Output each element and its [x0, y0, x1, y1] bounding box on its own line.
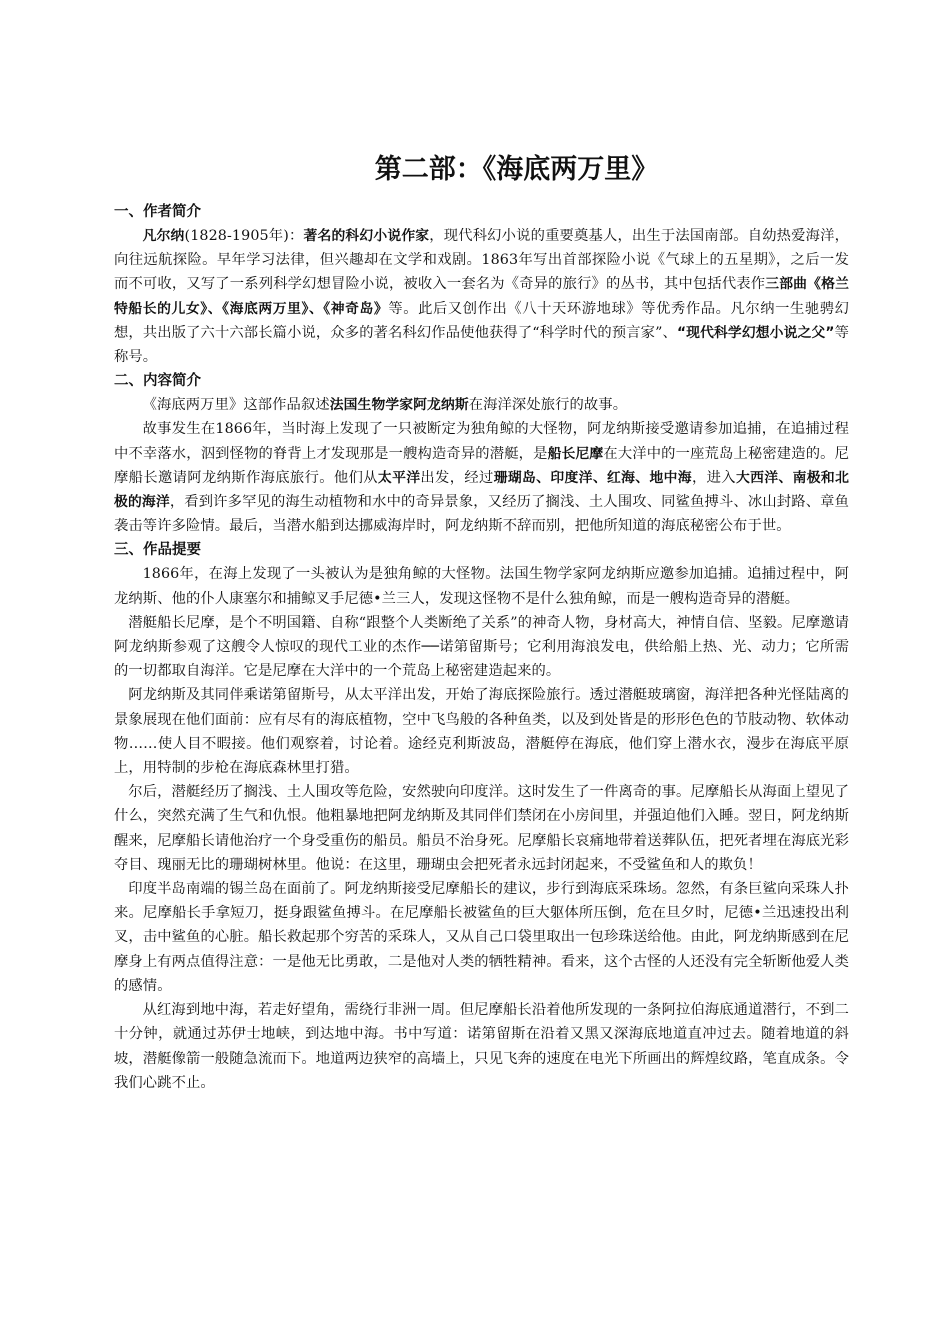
section-heading-author: 一、作者简介 — [114, 204, 201, 220]
section-heading-synopsis: 三、作品提要 — [114, 542, 201, 559]
route-oceans: 大西洋、南极和北极的海洋 — [114, 469, 849, 511]
summary-story-3: 出发，经过 — [420, 469, 494, 486]
author-title: 著名的科幻小说作家 — [303, 228, 430, 244]
synopsis-paragraph: 阿龙纳斯及其同伴乘诺第留斯号，从太平洋出发，开始了海底探险旅行。透过潜艇玻璃窗，海洋把各种光怪陆离的景象展现在他们面前：应有尽有的海底植物，空中飞鸟般的各种鱼类，以及到处皆是的形形色色的节肢动物、软体动物……使人目不暇接。他们观察着，讨论着。途经克利斯波岛，潜艇停在海底，他们穿上潜水衣，漫步在海底平原上，用特制的步枪在海底森林里打猎。 — [114, 687, 849, 777]
author-honor: “现代科学幻想小说之父” — [676, 324, 835, 341]
summary-paragraph-1 — [114, 393, 849, 417]
captain-nemo: 船长尼摩 — [547, 445, 604, 462]
document-page — [114, 150, 849, 1095]
summary-story-4: ，进入 — [691, 469, 736, 486]
summary-text-2: 在海洋深处旅行的故事。 — [468, 397, 628, 414]
author-text-2: 等。此后又创作出《八十天环游地球》等优秀作品。凡尔纳一生驰骋幻想，共出版了六十六部长篇小说，众多的著名科幻作品使他获得了“科学时代的预言家”、 — [114, 300, 849, 341]
summary-paragraph-2 — [114, 417, 849, 538]
synopsis-paragraph: 尔后，潜艇经历了搁浅、土人围攻等危险，安然驶向印度洋。这时发生了一件离奇的事。尼摩船长从海面上望见了什么，突然充满了生气和仇恨。他粗暴地把阿龙纳斯及其同伴们禁闭在小房间里，并强迫他们入睡。翌日，阿龙纳斯醒来，尼摩船长请他治疗一个身受重伤的船员。船员不治身死。尼摩船长哀痛地带着送葬队伍，把死者埋在海底光彩夺目、瑰丽无比的珊瑚树林里。他说：在这里，珊瑚虫会把死者永远封闭起来，不受鲨鱼和人的欺负！ — [114, 784, 849, 873]
summary-protagonist: 法国生物学家阿龙纳斯 — [329, 397, 469, 414]
summary-story-2: 在大洋中的一座荒岛上秘密建造的。尼摩船长邀请阿龙纳斯作海底旅行。他们从 — [114, 445, 850, 486]
author-text: ，现代科幻小说的重要奠基人，出生于法国南部。自幼热爱海洋，向往远航探险。早年学习法律，但兴趣却在文学和戏剧。1863年写出首部探险小说《气球上的五星期》，之后一发而不可收，又写了一系列科学幻想冒险小说，被收入一套名为《奇异的旅行》的丛书，其中包括代表作 — [114, 228, 849, 293]
summary-story-5: ，看到许多罕见的海生动植物和水中的奇异景象，又经历了搁浅、土人围攻、同鲨鱼搏斗、冰山封路、章鱼袭击等许多险情。最后，当潜水船到达挪威海岸时，阿龙纳斯不辞而别，把他所知道的海底秘密公布于世。 — [114, 494, 849, 535]
author-paragraph — [114, 224, 849, 369]
document-title: 第二部：《海底两万里》 — [374, 154, 659, 185]
summary-story: 故事发生在1866年，当时海上发现了一只被断定为独角鲸的大怪物，阿龙纳斯接受邀请参加追捕，在追捕过程中不幸落水，泅到怪物的脊背上才发现那是一艘构造奇异的潜艇，是 — [114, 421, 849, 462]
synopsis-paragraph: 从红海到地中海，若走好望角，需绕行非洲一周。但尼摩船长沿着他所发现的一条阿拉伯海底通道潜行，不到二十分钟，就通过苏伊士地峡，到达地中海。书中写道：诺第留斯在沿着又黑又深海底地道直冲过去。随着地道的斜坡，潜艇像箭一般随急流而下。地道两边狭窄的高墙上，只见飞奔的速度在电光下所画出的辉煌纹路，笔直成条。令我们心跳不止。 — [114, 1002, 849, 1091]
synopsis-paragraph: 1866年，在海上发现了一头被认为是独角鲸的大怪物。法国生物学家阿龙纳斯应邀参加追捕。追捕过程中，阿龙纳斯、他的仆人康塞尔和捕鲸叉手尼德•兰三人，发现这怪物不是什么独角鲸，而是一艘构造奇异的潜艇。 — [114, 566, 849, 607]
pacific-ocean: 太平洋 — [377, 469, 421, 486]
section-heading-summary: 二、内容简介 — [114, 373, 201, 390]
route-places: 珊瑚岛、印度洋、红海、地中海 — [493, 469, 692, 486]
author-text-3: 等称号。 — [114, 324, 849, 366]
synopsis-paragraph: 印度半岛南端的锡兰岛在面前了。阿龙纳斯接受尼摩船长的建议，步行到海底采珠场。忽然，有条巨鲨向采珠人扑来。尼摩船长手拿短刀，挺身跟鲨鱼搏斗。在尼摩船长被鲨鱼的巨大躯体所压倒，危在旦夕时，尼德•兰迅速投出利叉，击中鲨鱼的心脏。船长救起那个穷苦的采珠人，又从自己口袋里取出一包珍珠送给他。由此，阿龙纳斯感到在尼摩身上有两点值得注意：一是他无比勇敢，二是他对人类的牺牲精神。看来，这个古怪的人还没有完全斩断他爱人类的感情。 — [114, 881, 849, 994]
author-trilogy: 三部曲《格兰特船长的儿女》、《海底两万里》、《神奇岛》 — [114, 276, 849, 317]
author-name: 凡尔纳 — [142, 228, 185, 244]
author-years: (1828-1905年)： — [184, 228, 304, 244]
summary-text: 《海底两万里》这部作品叙述 — [142, 397, 330, 414]
synopsis-paragraph: 潜艇船长尼摩，是个不明国籍、自称“跟整个人类断绝了关系”的神奇人物，身材高大，神情自信、坚毅。尼摩邀请阿龙纳斯参观了这艘令人惊叹的现代工业的杰作──诺第留斯号；它利用海浪发电，供给船上热、光、动力；它所需的一切都取自海洋。它是尼摩在大洋中的一个荒岛上秘密建造起来的。 — [114, 614, 849, 680]
